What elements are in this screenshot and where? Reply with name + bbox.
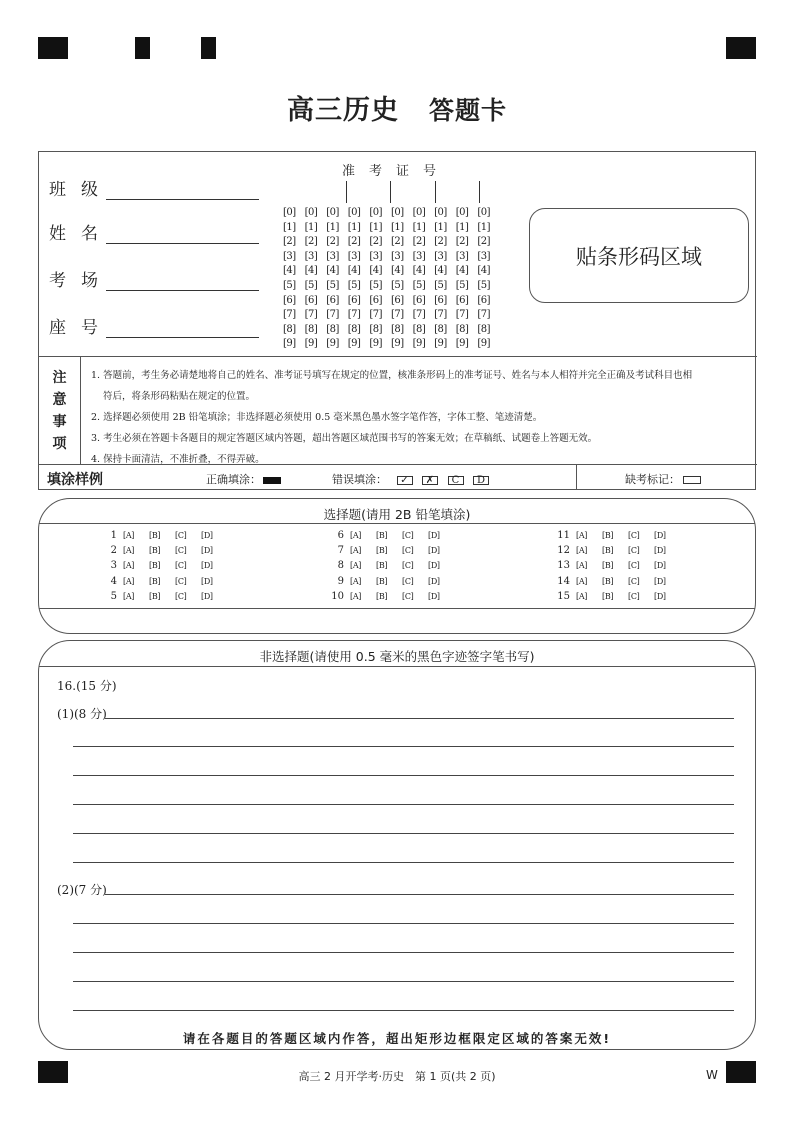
notes-label bbox=[39, 357, 81, 465]
digit-bubble[interactable]: [3] bbox=[369, 250, 383, 262]
digit-bubble[interactable]: [5] bbox=[347, 279, 361, 291]
digit-row bbox=[283, 280, 499, 295]
exam-id-box-divider bbox=[390, 181, 391, 203]
fill-example-row bbox=[39, 464, 757, 490]
mc-question-row bbox=[99, 560, 227, 575]
mc-option-bubble[interactable]: [B] bbox=[602, 576, 614, 586]
digit-bubble[interactable]: [6] bbox=[304, 294, 318, 306]
digit-bubble[interactable]: [9] bbox=[477, 338, 491, 350]
digit-bubble[interactable]: [4] bbox=[304, 265, 318, 277]
digit-bubble[interactable]: [3] bbox=[455, 250, 469, 262]
mc-option-bubble[interactable]: [B] bbox=[602, 591, 614, 601]
digit-bubble[interactable]: [3] bbox=[283, 250, 296, 262]
digit-bubble[interactable]: [8] bbox=[434, 323, 447, 335]
mc-question-row bbox=[326, 576, 454, 591]
mc-option-bubble[interactable]: [B] bbox=[376, 576, 388, 586]
digit-bubble[interactable]: [1] bbox=[390, 221, 404, 233]
mc-option-bubble[interactable]: [B] bbox=[149, 531, 161, 540]
digit-bubble[interactable]: [2] bbox=[434, 236, 447, 248]
mc-option-bubble[interactable]: [D] bbox=[654, 576, 666, 586]
digit-bubble[interactable]: [6] bbox=[347, 294, 361, 306]
digit-bubble[interactable]: [3] bbox=[477, 250, 491, 262]
digit-bubble[interactable]: [6] bbox=[283, 294, 296, 306]
digit-bubble[interactable]: [0] bbox=[390, 207, 404, 218]
mc-option-bubble[interactable]: [C] bbox=[402, 576, 414, 586]
mc-option-bubble[interactable]: [A] bbox=[576, 531, 588, 540]
question-16-label: 16.(15 分) bbox=[57, 679, 117, 693]
answer-line[interactable] bbox=[73, 849, 734, 863]
digit-bubble[interactable]: [2] bbox=[326, 236, 339, 248]
notes-label-char: 注 bbox=[52, 370, 67, 386]
digit-bubble[interactable]: [2] bbox=[455, 236, 469, 248]
digit-bubble[interactable]: [4] bbox=[347, 265, 361, 277]
digit-bubble[interactable]: [9] bbox=[283, 338, 296, 350]
digit-bubble[interactable]: [8] bbox=[477, 323, 491, 335]
digit-bubble[interactable]: [7] bbox=[412, 309, 426, 321]
mc-option-bubble[interactable]: [C] bbox=[628, 576, 640, 586]
partial-fill-icon: C bbox=[448, 476, 464, 485]
digit-bubble[interactable]: [0] bbox=[326, 207, 339, 218]
digit-bubble[interactable]: [6] bbox=[455, 294, 469, 306]
digit-bubble[interactable]: [1] bbox=[304, 221, 318, 233]
digit-bubble[interactable]: [5] bbox=[283, 279, 296, 291]
mc-option-bubble[interactable]: [D] bbox=[428, 576, 440, 586]
mc-option-bubble[interactable]: [C] bbox=[175, 576, 187, 586]
page-title bbox=[0, 88, 794, 127]
position-mark-top-right bbox=[726, 37, 756, 59]
digit-bubble[interactable]: [3] bbox=[434, 250, 447, 262]
mc-option-bubble[interactable]: [A] bbox=[576, 591, 588, 601]
answer-line[interactable] bbox=[73, 910, 734, 924]
mc-option-bubble[interactable]: [A] bbox=[350, 546, 362, 556]
mc-question-row bbox=[99, 530, 227, 545]
digit-row bbox=[283, 338, 499, 353]
digit-bubble[interactable]: [5] bbox=[326, 279, 339, 291]
digit-bubble[interactable]: [8] bbox=[326, 323, 339, 335]
digit-bubble[interactable]: [4] bbox=[390, 265, 404, 277]
note-item: 3. 考生必须在答题卡各题目的规定答题区域内答题，超出答题区域范围书写的答案无效；在草稿纸、试题卷上答题无效。 bbox=[91, 433, 598, 444]
digit-bubble[interactable]: [2] bbox=[369, 236, 383, 248]
exam-room-label: 考场 bbox=[49, 271, 113, 291]
mc-option-bubble[interactable]: [C] bbox=[175, 531, 187, 540]
correct-fill-label: 正确填涂： bbox=[206, 473, 261, 486]
mc-option-bubble[interactable]: [A] bbox=[123, 591, 135, 601]
wrong-fill bbox=[332, 471, 489, 487]
mc-option-bubble[interactable]: [C] bbox=[402, 546, 414, 556]
essay-title-line bbox=[39, 666, 755, 667]
mc-option-bubble[interactable]: [C] bbox=[175, 561, 187, 571]
note-item: 4. 保持卡面清洁，不准折叠，不得弄破。 bbox=[91, 454, 265, 465]
essay-title: 非选择题(请使用 0.5 毫米的黑色字迹签字笔书写) bbox=[259, 649, 535, 664]
seat-line bbox=[106, 337, 259, 338]
digit-bubble[interactable]: [5] bbox=[390, 279, 404, 291]
digit-bubble[interactable]: [4] bbox=[455, 265, 469, 277]
name-line bbox=[106, 243, 259, 244]
exam-id-label: 准考证号 bbox=[342, 164, 451, 179]
mc-question-number: 11 bbox=[557, 530, 570, 541]
digit-bubble[interactable]: [9] bbox=[369, 338, 383, 350]
digit-bubble[interactable]: [9] bbox=[326, 338, 339, 350]
mc-option-bubble[interactable]: [D] bbox=[428, 531, 440, 540]
position-mark-top-3 bbox=[201, 37, 216, 59]
barcode-label: 贴条形码区域 bbox=[576, 244, 702, 269]
mc-question-row bbox=[552, 530, 680, 545]
notes-label-char: 事 bbox=[52, 414, 67, 430]
footer-warning: 请在各题目的答题区域内作答，超出矩形边框限定区域的答案无效! bbox=[182, 1031, 612, 1046]
digit-bubble[interactable]: [0] bbox=[304, 207, 318, 218]
digit-bubble[interactable]: [3] bbox=[347, 250, 361, 262]
digit-bubble[interactable]: [7] bbox=[434, 309, 447, 321]
digit-bubble[interactable]: [8] bbox=[347, 323, 361, 335]
mc-option-bubble[interactable]: [B] bbox=[149, 546, 161, 556]
digit-bubble[interactable]: [7] bbox=[326, 309, 339, 321]
mc-option-bubble[interactable]: [C] bbox=[402, 591, 414, 601]
digit-bubble[interactable]: [6] bbox=[434, 294, 447, 306]
mc-option-bubble[interactable]: [A] bbox=[576, 576, 588, 586]
digit-row bbox=[283, 207, 499, 222]
digit-bubble[interactable]: [8] bbox=[455, 323, 469, 335]
mc-option-bubble[interactable]: [B] bbox=[602, 546, 614, 556]
exam-room-field[interactable] bbox=[49, 267, 259, 293]
digit-bubble[interactable]: [3] bbox=[390, 250, 404, 262]
mc-question-row bbox=[552, 545, 680, 560]
digit-row bbox=[283, 251, 499, 266]
digit-bubble[interactable]: [1] bbox=[455, 221, 469, 233]
notes-text bbox=[91, 365, 751, 470]
note-item: 1. 答题前，考生务必请楚地将自己的姓名、准考证号填写在规定的位置，核准条形码上的准考证号、姓名与本人相符并完全正确及考试科目也相 bbox=[91, 370, 693, 381]
digit-bubble[interactable]: [0] bbox=[283, 207, 296, 218]
mc-option-bubble[interactable]: [A] bbox=[576, 546, 588, 556]
digit-bubble[interactable]: [0] bbox=[412, 207, 426, 218]
digit-bubble[interactable]: [5] bbox=[369, 279, 383, 291]
exam-id-box-divider bbox=[435, 181, 436, 203]
mc-option-bubble[interactable]: [D] bbox=[428, 591, 440, 601]
digit-bubble[interactable]: [9] bbox=[434, 338, 447, 350]
mc-question-number: 1 bbox=[110, 530, 117, 541]
exam-id-bubble-grid[interactable] bbox=[283, 207, 499, 353]
answer-line[interactable] bbox=[73, 820, 734, 834]
mc-question-row bbox=[552, 591, 680, 606]
digit-row bbox=[283, 222, 499, 237]
digit-bubble[interactable]: [7] bbox=[369, 309, 383, 321]
mc-question-row bbox=[552, 560, 680, 575]
digit-bubble[interactable]: [5] bbox=[477, 279, 491, 291]
digit-bubble[interactable]: [3] bbox=[326, 250, 339, 262]
digit-row bbox=[283, 309, 499, 324]
digit-bubble[interactable]: [1] bbox=[326, 221, 339, 233]
mc-option-bubble[interactable]: [B] bbox=[602, 531, 614, 540]
mc-option-bubble[interactable]: [B] bbox=[376, 561, 388, 571]
mc-option-bubble[interactable]: [B] bbox=[376, 546, 388, 556]
digit-bubble[interactable]: [7] bbox=[304, 309, 318, 321]
exam-room-line bbox=[106, 290, 259, 291]
digit-bubble[interactable]: [3] bbox=[412, 250, 426, 262]
mc-question-number: 9 bbox=[337, 575, 344, 587]
mc-option-bubble[interactable]: [D] bbox=[654, 531, 666, 540]
position-mark-top-left bbox=[38, 37, 68, 59]
mc-question-row bbox=[99, 545, 227, 560]
answer-line[interactable] bbox=[73, 762, 734, 776]
answer-line[interactable] bbox=[105, 881, 734, 895]
mc-option-bubble[interactable]: [D] bbox=[201, 531, 213, 540]
digit-bubble[interactable]: [0] bbox=[369, 207, 383, 218]
mc-column bbox=[326, 530, 454, 606]
name-label: 姓名 bbox=[49, 224, 113, 244]
digit-bubble[interactable]: [6] bbox=[412, 294, 426, 306]
mc-option-bubble[interactable]: [B] bbox=[376, 591, 388, 601]
mc-question-row bbox=[552, 576, 680, 591]
mc-question-number: 4 bbox=[110, 575, 117, 587]
digit-bubble[interactable]: [2] bbox=[304, 236, 318, 248]
answer-line[interactable] bbox=[105, 705, 734, 719]
digit-bubble[interactable]: [1] bbox=[434, 221, 447, 233]
wrong-fill-label: 错误填涂： bbox=[332, 473, 387, 486]
mc-option-bubble[interactable]: [D] bbox=[428, 561, 440, 571]
digit-bubble[interactable]: [4] bbox=[477, 265, 491, 277]
part-2-label: (2)(7 分) bbox=[57, 883, 107, 897]
digit-bubble[interactable]: [1] bbox=[477, 221, 491, 233]
mc-column bbox=[99, 530, 227, 606]
mc-option-bubble[interactable]: [D] bbox=[201, 591, 213, 601]
mc-option-bubble[interactable]: [B] bbox=[149, 561, 161, 571]
mc-question-row bbox=[99, 576, 227, 591]
digit-bubble[interactable]: [6] bbox=[390, 294, 404, 306]
mc-option-bubble[interactable]: [C] bbox=[175, 591, 187, 601]
title-card: 答题卡 bbox=[428, 96, 507, 125]
correct-fill bbox=[206, 471, 281, 487]
mc-option-bubble[interactable]: [B] bbox=[149, 591, 161, 601]
digit-bubble[interactable]: [7] bbox=[477, 309, 491, 321]
mc-option-bubble[interactable]: [C] bbox=[402, 561, 414, 571]
digit-bubble[interactable]: [8] bbox=[369, 323, 383, 335]
mc-option-bubble[interactable]: [A] bbox=[350, 591, 362, 601]
digit-bubble[interactable]: [9] bbox=[390, 338, 404, 350]
part-1-label: (1)(8 分) bbox=[57, 707, 107, 721]
digit-bubble[interactable]: [8] bbox=[283, 323, 296, 335]
absent-box[interactable] bbox=[683, 476, 701, 484]
notes-row bbox=[39, 356, 757, 464]
digit-bubble[interactable]: [6] bbox=[369, 294, 383, 306]
digit-bubble[interactable]: [8] bbox=[390, 323, 404, 335]
mc-question-row bbox=[99, 591, 227, 606]
mc-option-bubble[interactable]: [B] bbox=[376, 531, 388, 540]
mc-question-row bbox=[326, 530, 454, 545]
mc-question-number: 13 bbox=[557, 560, 570, 572]
digit-bubble[interactable]: [7] bbox=[455, 309, 469, 321]
mc-question-number: 6 bbox=[337, 530, 344, 541]
mc-option-bubble[interactable]: [D] bbox=[201, 576, 213, 586]
mc-option-bubble[interactable]: [D] bbox=[428, 546, 440, 556]
digit-bubble[interactable]: [3] bbox=[304, 250, 318, 262]
digit-bubble[interactable]: [7] bbox=[283, 309, 296, 321]
exam-id-box-divider bbox=[479, 181, 480, 203]
notes-label-char: 项 bbox=[52, 436, 67, 452]
notes-label-char: 意 bbox=[52, 392, 67, 408]
class-field[interactable] bbox=[49, 176, 259, 202]
name-field[interactable] bbox=[49, 220, 259, 246]
seat-label: 座号 bbox=[49, 318, 113, 338]
mc-column bbox=[552, 530, 680, 606]
mc-option-bubble[interactable]: [B] bbox=[602, 561, 614, 571]
mc-question-row bbox=[326, 545, 454, 560]
mc-option-bubble[interactable]: [D] bbox=[201, 561, 213, 571]
solid-fill-icon bbox=[263, 477, 281, 484]
digit-row bbox=[283, 236, 499, 251]
mc-title: 选择题(请用 2B 铅笔填涂) bbox=[323, 507, 471, 522]
fill-row-divider bbox=[576, 465, 577, 490]
mc-option-bubble[interactable]: [C] bbox=[628, 561, 640, 571]
digit-bubble[interactable]: [5] bbox=[304, 279, 318, 291]
mc-option-bubble[interactable]: [C] bbox=[402, 531, 414, 540]
mc-question-row bbox=[326, 560, 454, 575]
fill-example-label: 填涂样例 bbox=[47, 472, 103, 488]
mc-option-bubble[interactable]: [C] bbox=[175, 546, 187, 556]
mc-question-number: 5 bbox=[110, 590, 117, 602]
digit-bubble[interactable]: [2] bbox=[477, 236, 491, 248]
digit-bubble[interactable]: [2] bbox=[347, 236, 361, 248]
digit-bubble[interactable]: [7] bbox=[390, 309, 404, 321]
mc-option-bubble[interactable]: [D] bbox=[654, 546, 666, 556]
answer-line[interactable] bbox=[73, 791, 734, 805]
digit-bubble[interactable]: [5] bbox=[455, 279, 469, 291]
mc-title-line bbox=[39, 523, 755, 524]
cross-mark-icon: ✗ bbox=[422, 476, 438, 485]
mc-bottom-line bbox=[39, 608, 755, 609]
check-mark-icon: ✓ bbox=[397, 476, 413, 485]
digit-bubble[interactable]: [2] bbox=[390, 236, 404, 248]
mc-question-number: 8 bbox=[337, 560, 344, 572]
mc-option-bubble[interactable]: [D] bbox=[654, 561, 666, 571]
note-item: 2. 选择题必须使用 2B 铅笔填涂；非选择题必须使用 0.5 毫米黑色墨水签字笔作答，字体工整、笔迹清楚。 bbox=[91, 412, 543, 423]
digit-bubble[interactable]: [9] bbox=[347, 338, 361, 350]
digit-row bbox=[283, 295, 499, 310]
digit-bubble[interactable]: [4] bbox=[434, 265, 447, 277]
mc-option-bubble[interactable]: [A] bbox=[123, 531, 135, 540]
digit-bubble[interactable]: [0] bbox=[347, 207, 361, 218]
absent-mark[interactable] bbox=[625, 471, 701, 487]
digit-row bbox=[283, 265, 499, 280]
mc-question-number: 3 bbox=[110, 560, 117, 572]
digit-bubble[interactable]: [2] bbox=[412, 236, 426, 248]
barcode-area bbox=[529, 208, 749, 303]
exam-id-box-divider bbox=[346, 181, 347, 203]
answer-line[interactable] bbox=[73, 939, 734, 953]
mc-option-bubble[interactable]: [A] bbox=[350, 531, 362, 540]
mc-option-bubble[interactable]: [A] bbox=[576, 561, 588, 571]
digit-bubble[interactable]: [4] bbox=[412, 265, 426, 277]
digit-bubble[interactable]: [8] bbox=[304, 323, 318, 335]
digit-bubble[interactable]: [1] bbox=[412, 221, 426, 233]
answer-line[interactable] bbox=[73, 997, 734, 1011]
answer-line[interactable] bbox=[73, 968, 734, 982]
class-line bbox=[106, 199, 259, 200]
title-subject: 高三历史 bbox=[286, 95, 399, 126]
mc-option-bubble[interactable]: [A] bbox=[350, 561, 362, 571]
mc-question-number: 2 bbox=[110, 545, 117, 557]
digit-bubble[interactable]: [4] bbox=[369, 265, 383, 277]
essay-section bbox=[38, 640, 756, 1050]
mc-question-row bbox=[326, 591, 454, 606]
mc-option-bubble[interactable]: [C] bbox=[628, 591, 640, 601]
digit-row bbox=[283, 324, 499, 339]
digit-bubble[interactable]: [1] bbox=[369, 221, 383, 233]
answer-line[interactable] bbox=[73, 733, 734, 747]
digit-bubble[interactable]: [9] bbox=[304, 338, 318, 350]
digit-bubble[interactable]: [4] bbox=[283, 265, 296, 277]
mc-question-number: 12 bbox=[557, 545, 570, 557]
mc-question-number: 7 bbox=[337, 545, 344, 557]
digit-bubble[interactable]: [2] bbox=[283, 236, 296, 248]
mc-option-bubble[interactable]: [C] bbox=[628, 531, 640, 540]
mc-option-bubble[interactable]: [A] bbox=[350, 576, 362, 586]
mc-option-bubble[interactable]: [A] bbox=[123, 546, 135, 556]
digit-bubble[interactable]: [4] bbox=[326, 265, 339, 277]
absent-mark-label: 缺考标记： bbox=[625, 473, 680, 486]
mc-question-number: 15 bbox=[557, 590, 570, 602]
position-mark-top-2 bbox=[135, 37, 150, 59]
footer-code: W bbox=[706, 1068, 718, 1082]
mc-option-bubble[interactable]: [B] bbox=[149, 576, 161, 586]
half-fill-icon: D bbox=[473, 476, 489, 485]
multiple-choice-section bbox=[38, 498, 756, 634]
footer-page-info: 高三 2 月开学考·历史 第 1 页(共 2 页) bbox=[298, 1070, 496, 1083]
mc-option-bubble[interactable]: [D] bbox=[201, 546, 213, 556]
digit-bubble[interactable]: [5] bbox=[412, 279, 426, 291]
digit-bubble[interactable]: [0] bbox=[434, 207, 447, 218]
digit-bubble[interactable]: [8] bbox=[412, 323, 426, 335]
digit-bubble[interactable]: [6] bbox=[477, 294, 491, 306]
digit-bubble[interactable]: [7] bbox=[347, 309, 361, 321]
mc-option-bubble[interactable]: [A] bbox=[123, 561, 135, 571]
mc-question-number: 10 bbox=[331, 590, 344, 602]
mc-question-number: 14 bbox=[557, 575, 570, 587]
mc-option-bubble[interactable]: [A] bbox=[123, 576, 135, 586]
digit-bubble[interactable]: [1] bbox=[283, 221, 296, 233]
digit-bubble[interactable]: [6] bbox=[326, 294, 339, 306]
digit-bubble[interactable]: [5] bbox=[434, 279, 447, 291]
digit-bubble[interactable]: [9] bbox=[412, 338, 426, 350]
digit-bubble[interactable]: [0] bbox=[477, 207, 491, 218]
mc-option-bubble[interactable]: [D] bbox=[654, 591, 666, 601]
class-label: 班级 bbox=[49, 180, 113, 200]
note-item: 符后，将条形码粘贴在规定的位置。 bbox=[103, 391, 256, 402]
mc-option-bubble[interactable]: [C] bbox=[628, 546, 640, 556]
seat-field[interactable] bbox=[49, 314, 259, 340]
info-box bbox=[38, 151, 756, 490]
digit-bubble[interactable]: [0] bbox=[455, 207, 469, 218]
digit-bubble[interactable]: [1] bbox=[347, 221, 361, 233]
digit-bubble[interactable]: [9] bbox=[455, 338, 469, 350]
